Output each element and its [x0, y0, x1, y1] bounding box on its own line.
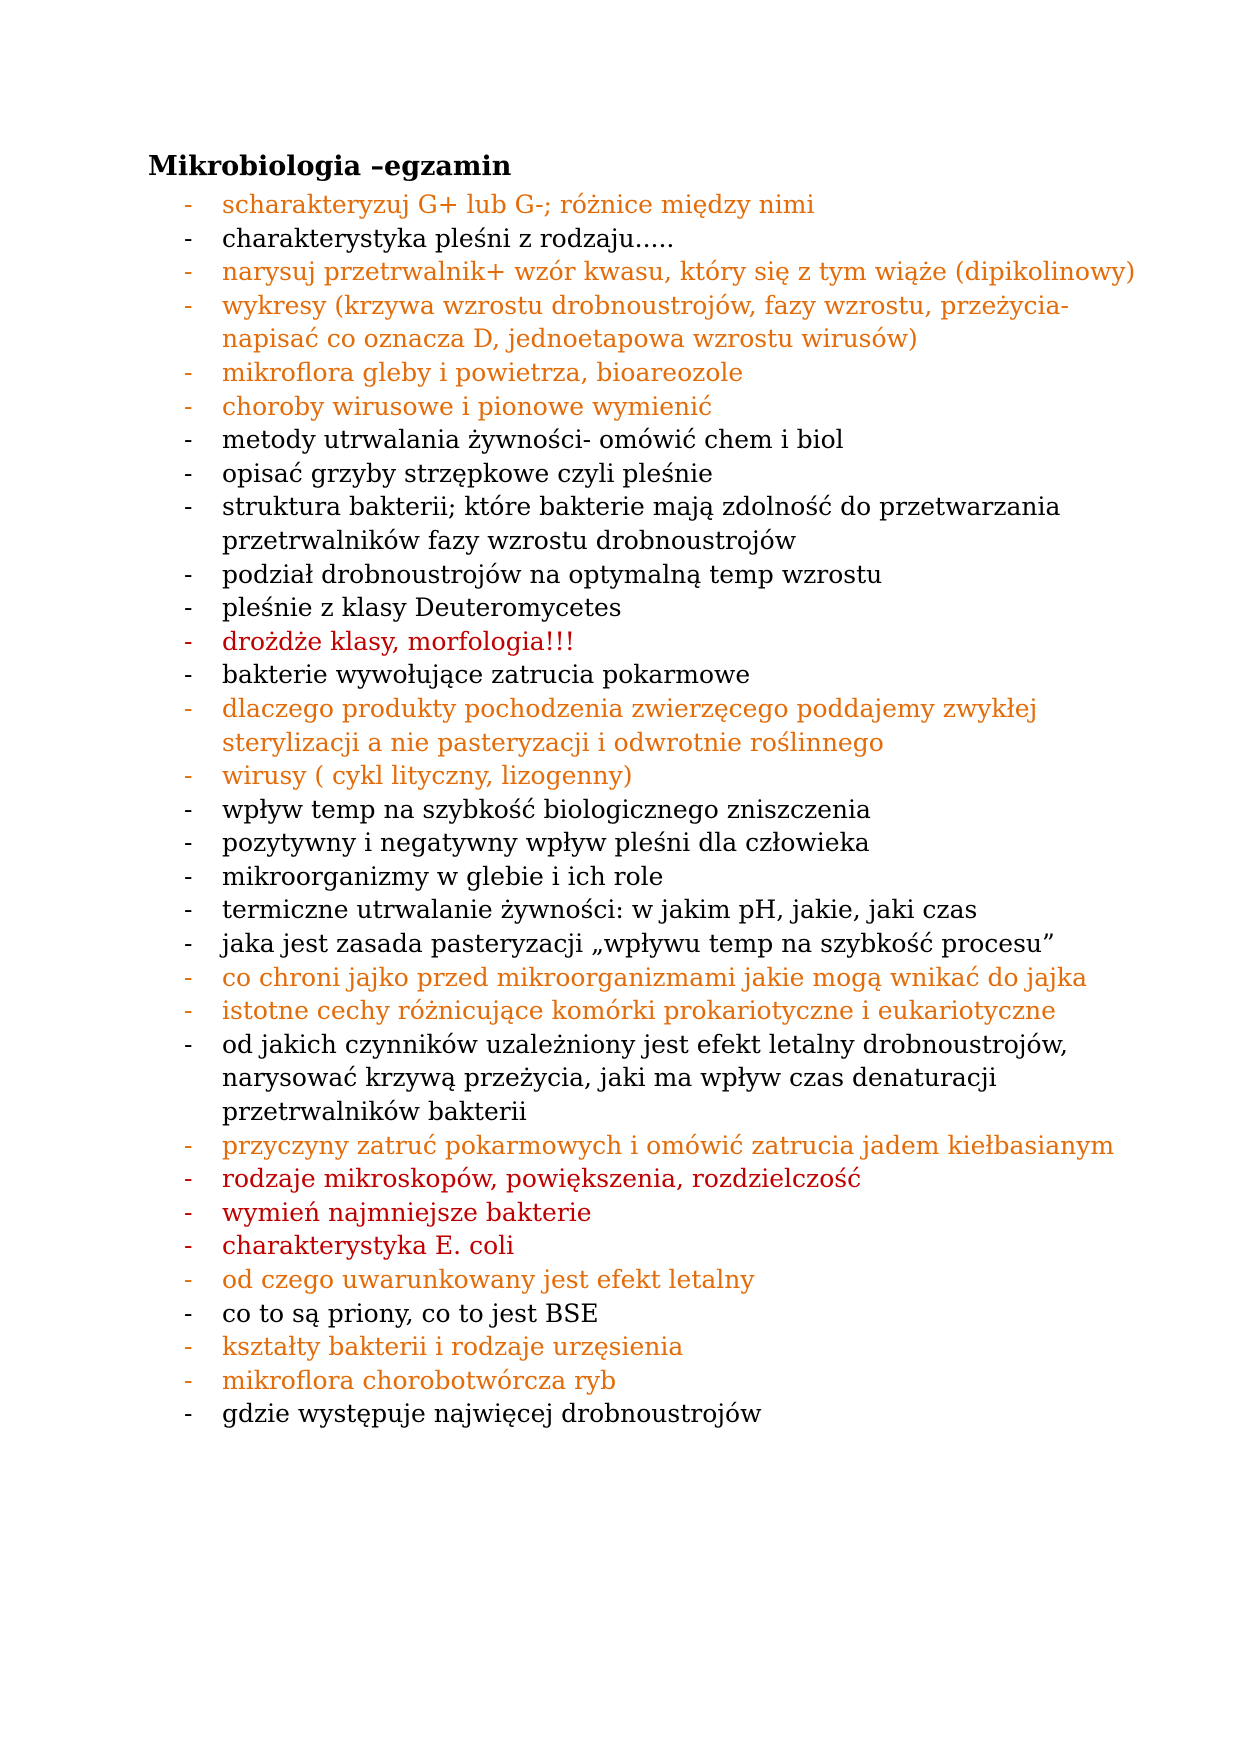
bullet-dash: -: [184, 257, 193, 287]
bullet-dash: -: [184, 794, 193, 824]
list-item-text: metody utrwalania żywności- omówić chem i biol: [222, 425, 844, 455]
list-item-text: mikroflora gleby i powietrza, bioareozole: [222, 357, 744, 387]
list-item: [0, 1229, 1240, 1263]
bullet-dash: -: [184, 1164, 193, 1194]
bullet-dash: -: [184, 693, 193, 723]
list-item: [0, 893, 1240, 927]
list-item-text: co chroni jajko przed mikroorganizmami jakie mogą wnikać do jajka: [222, 962, 1087, 992]
list-item: [0, 490, 1240, 557]
list-item-text: termiczne utrwalanie żywności: w jakim pH, jakie, jaki czas: [222, 895, 978, 925]
bullet-dash: -: [184, 1265, 193, 1294]
list-item: [0, 1196, 1240, 1230]
list-item: [0, 1263, 1240, 1297]
list-item: [0, 692, 1240, 759]
bullet-dash: -: [184, 1332, 193, 1362]
bullet-dash: -: [184, 357, 193, 387]
list-item-text: wymień najmniejsze bakterie: [222, 1197, 592, 1227]
list-item-text: scharakteryzuj G+ lub G-; różnice między nimi: [222, 190, 815, 219]
list-item: [0, 1028, 1240, 1129]
bullet-dash: -: [184, 895, 193, 925]
list-item: [0, 356, 1240, 390]
list-item: [0, 759, 1240, 793]
bullet-dash: -: [184, 1231, 193, 1261]
question-list: [0, 188, 1240, 1431]
list-item: [0, 591, 1240, 625]
list-item: [0, 860, 1240, 894]
list-item-text: wirusy ( cykl lityczny, lizogenny): [222, 761, 633, 791]
bullet-dash: -: [184, 1298, 193, 1328]
bullet-dash: -: [184, 861, 193, 891]
list-item-text: dlaczego produkty pochodzenia zwierzęcego poddajemy zwykłej sterylizacji a nie pasteryzacji i odwrotnie roślinnego: [222, 693, 1038, 757]
bullet-dash: -: [184, 190, 193, 219]
bullet-dash: -: [184, 492, 193, 522]
list-item: [0, 1129, 1240, 1163]
list-item-text: rodzaje mikroskopów, powiększenia, rozdzielczość: [222, 1164, 862, 1194]
list-item-text: wykresy (krzywa wzrostu drobnoustrojów, fazy wzrostu, przeżycia- napisać co oznacza D, jednoetapowa wzrostu wirusów): [222, 290, 1069, 354]
list-item: [0, 289, 1240, 356]
bullet-dash: -: [184, 425, 193, 455]
bullet-dash: -: [184, 559, 193, 589]
bullet-dash: -: [184, 1399, 193, 1429]
list-item-text: od czego uwarunkowany jest efekt letalny: [222, 1265, 755, 1294]
list-item: [0, 222, 1240, 256]
list-item-text: drożdże klasy, morfologia!!!: [222, 626, 575, 656]
list-item-text: narysuj przetrwalnik+ wzór kwasu, który się z tym wiąże (dipikolinowy): [222, 257, 1136, 287]
list-item: [0, 457, 1240, 491]
list-item-text: gdzie występuje najwięcej drobnoustrojów: [222, 1399, 762, 1429]
list-item-text: opisać grzyby strzępkowe czyli pleśnie: [222, 458, 713, 488]
list-item: [0, 558, 1240, 592]
bullet-dash: -: [184, 660, 193, 690]
list-item-text: struktura bakterii; które bakterie mają zdolność do przetwarzania przetrwalników fazy wzrostu drobnoustrojów: [222, 492, 1061, 555]
list-item-text: jaka jest zasada pasteryzacji „wpływu temp na szybkość procesu”: [222, 929, 1055, 959]
list-item: [0, 188, 1240, 222]
list-item-text: wpływ temp na szybkość biologicznego zniszczenia: [222, 794, 871, 824]
list-item-text: pozytywny i negatywny wpływ pleśni dla człowieka: [222, 828, 870, 858]
bullet-dash: -: [184, 1029, 193, 1059]
list-item-text: mikroorganizmy w glebie i ich role: [222, 861, 664, 891]
list-item: [0, 255, 1240, 289]
list-item: [0, 793, 1240, 827]
bullet-dash: -: [184, 223, 193, 253]
list-item: [0, 1364, 1240, 1398]
list-item: [0, 1397, 1240, 1431]
bullet-dash: -: [184, 1365, 193, 1395]
list-item-text: kształty bakterii i rodzaje urzęsienia: [222, 1332, 684, 1362]
list-item-text: charakterystyka pleśni z rodzaju.....: [222, 223, 675, 253]
bullet-dash: -: [184, 996, 193, 1026]
list-item: [0, 390, 1240, 424]
bullet-dash: -: [184, 962, 193, 992]
page-title: Mikrobiologia –egzamin: [148, 151, 512, 182]
list-item-text: bakterie wywołujące zatrucia pokarmowe: [222, 660, 751, 690]
list-item-text: choroby wirusowe i pionowe wymienić: [222, 391, 713, 421]
list-item-text: przyczyny zatruć pokarmowych i omówić zatrucia jadem kiełbasianym: [222, 1130, 1115, 1160]
list-item: [0, 1162, 1240, 1196]
list-item-text: mikroflora chorobotwórcza ryb: [222, 1365, 617, 1395]
bullet-dash: -: [184, 593, 193, 623]
bullet-dash: -: [184, 828, 193, 858]
list-item: [0, 625, 1240, 659]
list-item-text: istotne cechy różnicujące komórki prokariotyczne i eukariotyczne: [222, 996, 1056, 1026]
bullet-dash: -: [184, 458, 193, 488]
list-item: [0, 994, 1240, 1028]
list-item-text: od jakich czynników uzależniony jest efekt letalny drobnoustrojów, narysować krzywą przeżycia, jaki ma wpływ czas denaturacji przetrwalników bakterii: [222, 1029, 1068, 1127]
list-item-text: podział drobnoustrojów na optymalną temp wzrostu: [222, 559, 883, 589]
bullet-dash: -: [184, 929, 193, 959]
bullet-dash: -: [184, 391, 193, 421]
list-item-text: pleśnie z klasy Deuteromycetes: [222, 593, 622, 623]
bullet-dash: -: [184, 290, 193, 320]
list-item: [0, 423, 1240, 457]
bullet-dash: -: [184, 761, 193, 791]
list-item: [0, 658, 1240, 692]
bullet-dash: -: [184, 1130, 193, 1160]
list-item: [0, 1297, 1240, 1331]
list-item: [0, 927, 1240, 961]
list-item-text: charakterystyka E. coli: [222, 1231, 515, 1261]
list-item: [0, 1330, 1240, 1364]
list-item: [0, 826, 1240, 860]
bullet-dash: -: [184, 626, 193, 656]
list-item-text: co to są priony, co to jest BSE: [222, 1298, 599, 1328]
list-item: [0, 961, 1240, 995]
bullet-dash: -: [184, 1197, 193, 1227]
